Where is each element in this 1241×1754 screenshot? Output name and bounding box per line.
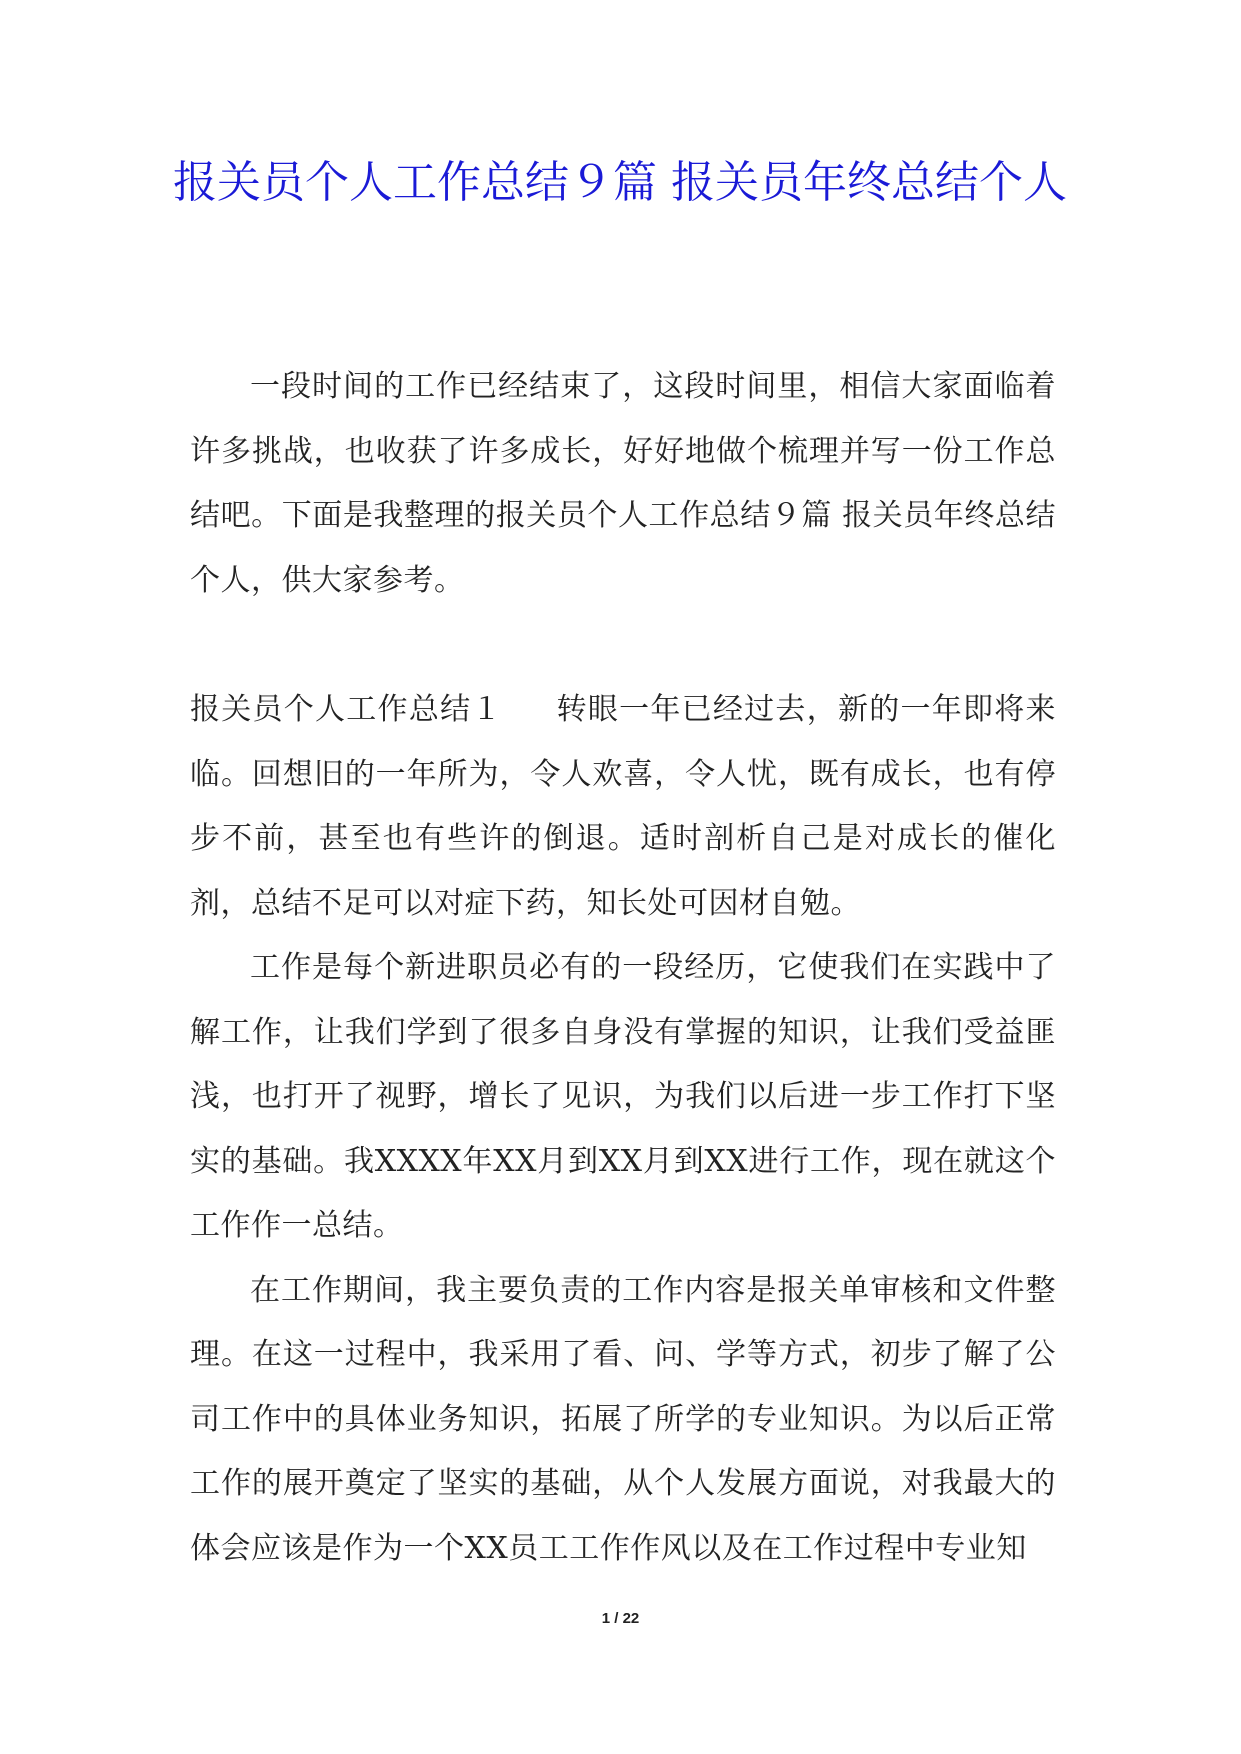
document-body xyxy=(190,355,1056,1581)
document-title: 报关员个人工作总结９篇 报关员年终总结个人 xyxy=(173,157,1067,208)
body-paragraph: 工作是每个新进职员必有的一段经历，它使我们在实践中了解工作，让我们学到了很多自身没有掌握的知识，让我们受益匪浅，也打开了视野，增长了见识，为我们以后进一步工作打下坚实的基础。我XXXX年XX月到XX月到XX进行工作，现在就这个工作作一总结。 xyxy=(190,950,1056,1243)
page-number: 1 / 22 xyxy=(601,1610,640,1627)
section-first-text: 转眼一年已经过去，新的一年即将来临。回想旧的一年所为，令人欢喜，令人忧，既有成长，也有停步不前，甚至也有些许的倒退。适时剖析自己是对成长的催化剂，总结不足可以对症下药，知长处可因材自勉。 xyxy=(190,692,1057,921)
section-title: 报关员个人工作总结１ xyxy=(190,692,503,727)
section-paragraph xyxy=(190,678,1056,936)
section-spacer xyxy=(190,613,1056,678)
body-paragraph: 在工作期间，我主要负责的工作内容是报关单审核和文件整理。在这一过程中，我采用了看、问、学等方式，初步了解了公司工作中的具体业务知识，拓展了所学的专业知识。为以后正常工作的展开奠定了坚实的基础，从个人发展方面说，对我最大的体会应该是作为一个XX员工工作作风以及在工作过程中专业知 xyxy=(190,1272,1056,1566)
intro-paragraph: 一段时间的工作已经结束了，这段时间里，相信大家面临着许多挑战，也收获了许多成长，好好地做个梳理并写一份工作总结吧。下面是我整理的报关员个人工作总结９篇 报关员年终总结个人，供大家参考。 xyxy=(190,369,1056,598)
